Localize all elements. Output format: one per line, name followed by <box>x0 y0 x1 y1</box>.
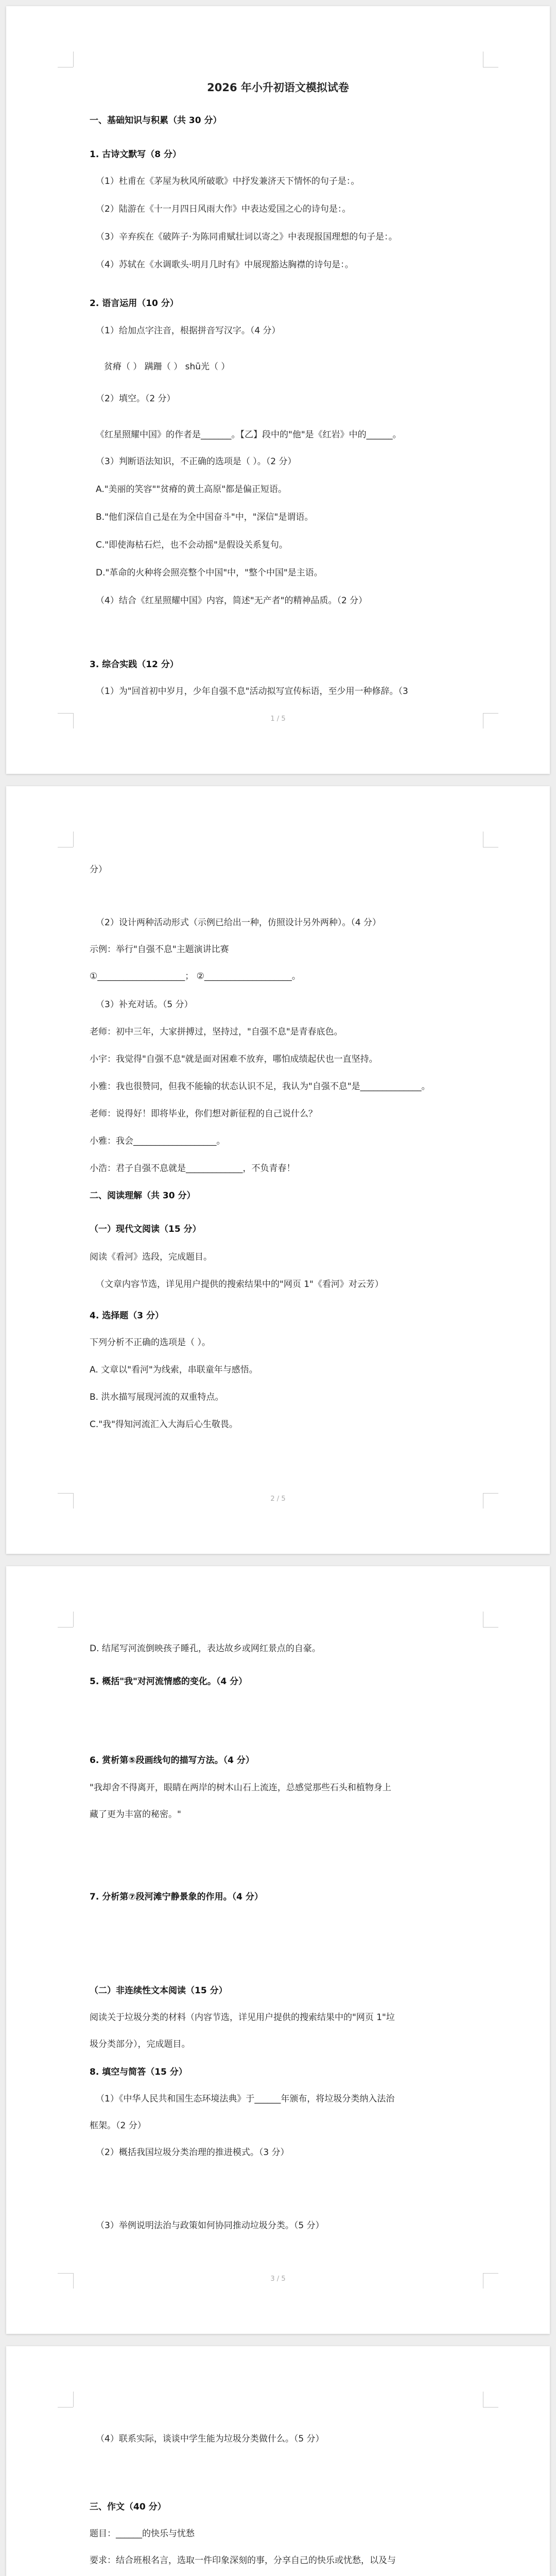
page-3 <box>6 1566 550 2334</box>
question-heading: 4. 选择题（3 分） <box>90 1311 164 1321</box>
page-number: 2 / 5 <box>270 1495 286 1503</box>
exam-title: 2026 年小升初语文模拟试卷 <box>207 81 349 94</box>
option-line: D."革命的火种将会照亮整个中国"中，"整个中国"是主语。 <box>96 568 323 578</box>
page-number: 3 / 5 <box>270 2275 286 2283</box>
question-heading: 7. 分析第⑦段河滩宁静景象的作用。（4 分） <box>90 1892 263 1902</box>
question-line: （3）补充对话。（5 分） <box>96 999 193 1010</box>
option-line: B."他们深信自己是在为全中国奋斗"中，"深信"是谓语。 <box>96 512 314 522</box>
question-heading: 3. 综合实践（12 分） <box>90 659 179 670</box>
option-line: A."美丽的笑容""贫瘠的黄土高原"都是偏正短语。 <box>96 484 287 495</box>
page-1 <box>6 6 550 774</box>
page-number: 1 / 5 <box>270 715 286 723</box>
question-line: （4）联系实际，谈谈中学生能为垃圾分类做什么。（5 分） <box>96 2434 324 2444</box>
dialogue-line: 小雅：我也很赞同，但我不能输的状态认识不足，我认为"自强不息"是______________。 <box>90 1081 430 1092</box>
question-heading: 5. 概括"我"对河流情感的变化。（4 分） <box>90 1676 248 1687</box>
question-heading: 1. 古诗文默写（8 分） <box>90 149 181 160</box>
question-heading: 8. 填空与简答（15 分） <box>90 2067 187 2077</box>
option-line: C."我"得知河流汇入大海后心生敬畏。 <box>90 1419 238 1430</box>
text-line: 阅读《看河》选段，完成题目。 <box>90 1252 212 1262</box>
question-line: 下列分析不正确的选项是（ ）。 <box>90 1337 211 1348</box>
question-line: （4）结合《红星照耀中国》内容，简述"无产者"的精神品质。（2 分） <box>96 596 368 606</box>
question-line: （2）填空。（2 分） <box>96 394 176 404</box>
page-4 <box>6 2346 550 2576</box>
question-line: （4）苏轼在《水调歌头·明月几时有》中展现豁达胸襟的诗句是：。 <box>96 260 354 270</box>
option-line: B. 洪水描写展现河流的双重特点。 <box>90 1392 224 1402</box>
question-line: （3）辛弃疾在《破阵子·为陈同甫赋壮词以寄之》中表现报国理想的句子是：。 <box>96 232 397 242</box>
answer-blanks: ①____________________； ②____________________。 <box>90 971 301 981</box>
text-line: 圾分类部分），完成题目。 <box>90 2039 190 2049</box>
dialogue-line: 老师：说得好！即将毕业，你们想对新征程的自己说什么？ <box>90 1109 317 1119</box>
essay-title-line: 题目：______的快乐与忧愁 <box>90 2529 195 2539</box>
dialogue-line: 小浩：君子自强不息就是_____________，不负青春！ <box>90 1163 296 1174</box>
pinyin-row: 贫瘠（ ） 蹒跚（ ） shū光（ ） <box>104 362 230 372</box>
page-2 <box>6 786 550 1554</box>
option-line: D. 结尾写河流倒映孩子睡孔，表达故乡或网红景点的自豪。 <box>90 1643 321 1654</box>
dialogue-line: 小雅：我会___________________。 <box>90 1136 225 1146</box>
question-line: （1）《中华人民共和国生态环境法典》于______年颁布，将垃圾分类纳入法治 <box>96 2094 395 2104</box>
option-line: C."即使海枯石烂，也不会动摇"是假设关系复句。 <box>96 540 288 550</box>
text-line: （文章内容节选，详见用户提供的搜索结果中的"网页 1"《看河》对云芳） <box>96 1279 384 1290</box>
question-line: （2）陆游在《十一月四日风雨大作》中表达爱国之心的诗句是：。 <box>96 204 351 214</box>
subsection-heading: （二）非连续性文本阅读（15 分） <box>90 1986 228 1996</box>
question-line: （1）为"回首初中岁月，少年自强不息"活动拟写宣传标语，至少用一种修辞。（3 <box>96 686 408 697</box>
subsection-heading: （一）现代文阅读（15 分） <box>90 1224 201 1234</box>
quote-line: 藏了更为丰富的秘密。" <box>90 1809 181 1820</box>
question-line: （1）杜甫在《茅屋为秋风所破歌》中抒发兼济天下情怀的句子是：。 <box>96 176 360 187</box>
option-line: A. 文章以"看河"为线索，串联童年与感悟。 <box>90 1365 258 1375</box>
question-heading: 2. 语言运用（10 分） <box>90 298 179 309</box>
question-line: 分） <box>90 865 107 875</box>
example-line: 示例：举行"自强不息"主题演讲比赛 <box>90 944 229 955</box>
section-heading: 一、基础知识与积累（共 30 分） <box>90 115 222 126</box>
question-line: （3）判断语法知识，不正确的选项是（ ）。（2 分） <box>96 456 297 467</box>
question-line: （2）概括我国垃圾分类治理的推进模式。（3 分） <box>96 2147 289 2158</box>
question-heading: 6. 赏析第⑤段画线句的描写方法。（4 分） <box>90 1755 254 1766</box>
dialogue-line: 老师：初中三年，大家拼搏过，坚持过，"自强不息"是青春底色。 <box>90 1027 343 1037</box>
essay-requirement-line: 要求：结合班根名言，选取一件印象深刻的事，分享自己的快乐或忧愁，以及与 <box>90 2555 396 2566</box>
text-line: 阅读关于垃圾分类的材料（内容节选，详见用户提供的搜索结果中的"网页 1"垃 <box>90 2012 395 2023</box>
question-line: （2）设计两种活动形式（示例已给出一种，仿照设计另外两种）。（4 分） <box>96 918 381 928</box>
question-line: （1）给加点字注音，根据拼音写汉字。（4 分） <box>96 326 281 336</box>
section-heading: 二、阅读理解（共 30 分） <box>90 1191 196 1201</box>
dialogue-line: 小宇：我觉得"自强不息"就是面对困难不放弃，哪怕成绩起伏也一直坚持。 <box>90 1054 378 1064</box>
question-line: 《红星照耀中国》的作者是_______。【乙】段中的"他"是《红岩》中的______。 <box>96 430 402 440</box>
question-line: 框架。（2 分） <box>90 2121 146 2131</box>
section-heading: 三、作文（40 分） <box>90 2502 166 2512</box>
question-line: （3）举例说明法治与政策如何协同推动垃圾分类。（5 分） <box>96 2221 324 2231</box>
quote-line: "我却舍不得离开，眼睛在两岸的树木山石上流连，总感觉那些石头和植物身上 <box>90 1783 391 1793</box>
